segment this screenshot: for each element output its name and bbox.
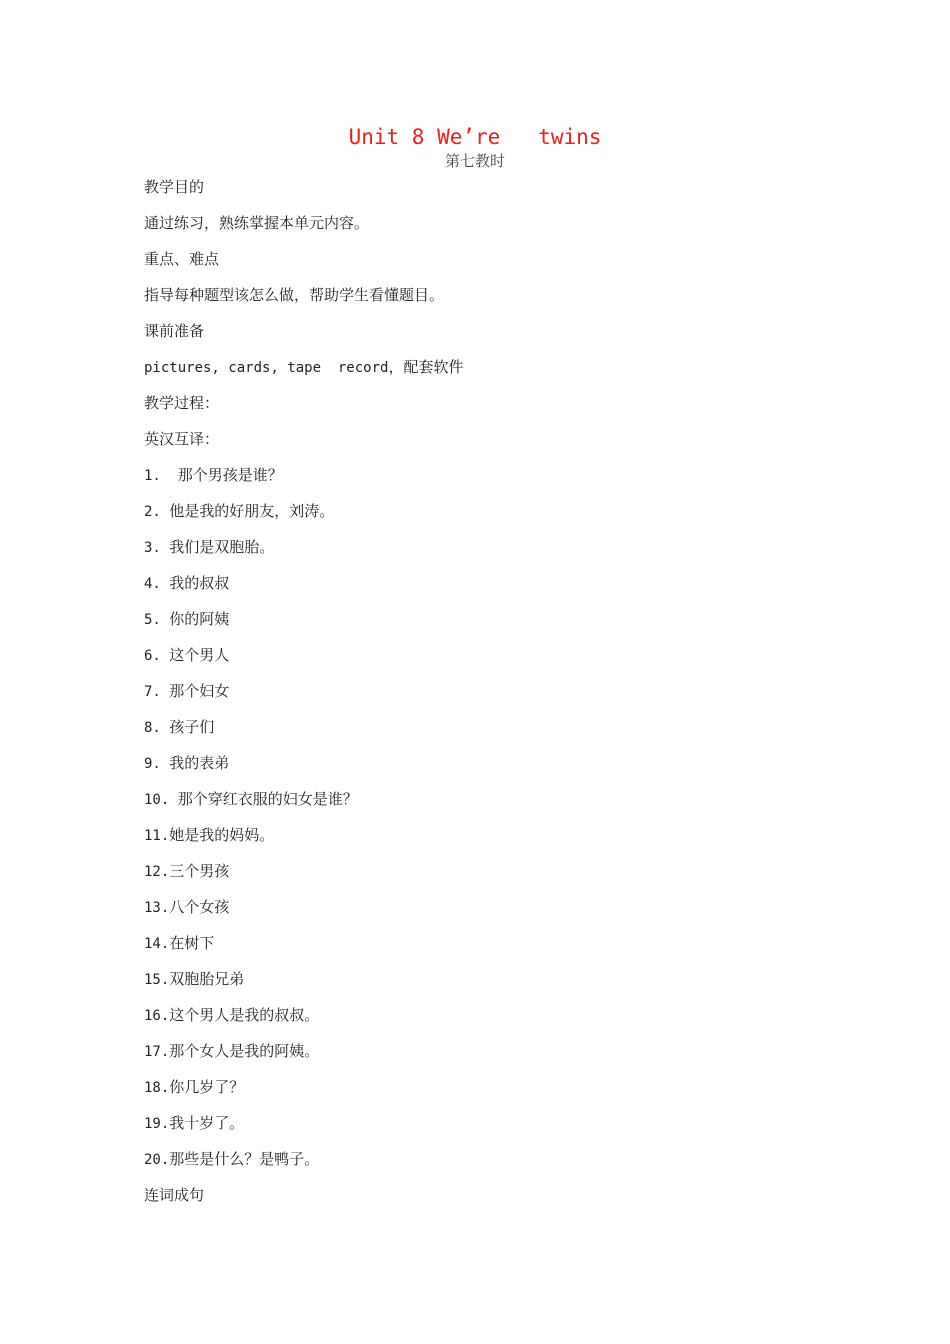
document-body xyxy=(144,175,824,1219)
item-text: 那个女人是我的阿姨。 xyxy=(169,1042,320,1060)
list-item xyxy=(144,679,824,715)
process-heading: 教学过程： xyxy=(144,394,220,412)
item-text: 她是我的妈妈。 xyxy=(169,826,275,844)
list-item xyxy=(144,1147,824,1183)
item-text: 孩子们 xyxy=(169,718,215,736)
link-heading: 连词成句 xyxy=(144,1186,205,1204)
item-text: 你的阿姨 xyxy=(169,610,230,628)
item-number: 14. xyxy=(144,936,170,952)
item-text: 我们是双胞胎。 xyxy=(169,538,275,556)
item-text: 那个妇女 xyxy=(169,682,230,700)
prep-text xyxy=(144,355,824,391)
item-text: 这个男人是我的叔叔。 xyxy=(169,1006,320,1024)
item-text: 这个男人 xyxy=(169,646,230,664)
prep-heading: 课前准备 xyxy=(144,322,205,340)
item-text: 我的叔叔 xyxy=(169,574,230,592)
list-item xyxy=(144,535,824,571)
translate-heading: 英汉互译： xyxy=(144,430,220,448)
objective-heading: 教学目的 xyxy=(144,178,205,196)
objective-text: 通过练习，熟练掌握本单元内容。 xyxy=(144,214,370,232)
item-text: 三个男孩 xyxy=(169,862,230,880)
list-item xyxy=(144,823,824,859)
item-text: 那些是什么？是鸭子。 xyxy=(169,1150,320,1168)
item-number: 4. xyxy=(144,576,170,592)
list-item xyxy=(144,715,824,751)
item-text: 我十岁了。 xyxy=(169,1114,245,1132)
list-item xyxy=(144,859,824,895)
list-item xyxy=(144,787,824,823)
list-item xyxy=(144,751,824,787)
item-number: 13. xyxy=(144,900,170,916)
item-number: 5. xyxy=(144,612,170,628)
prep-text-chinese: ，配套软件 xyxy=(388,358,464,376)
item-number: 9. xyxy=(144,756,170,772)
page-subtitle: 第七教时 xyxy=(444,152,505,170)
item-text: 那个穿红衣服的妇女是谁？ xyxy=(177,790,358,808)
keypoints-text: 指导每种题型该怎么做，帮助学生看懂题目。 xyxy=(144,286,445,304)
list-item xyxy=(144,571,824,607)
item-number: 19. xyxy=(144,1116,170,1132)
item-number: 15. xyxy=(144,972,170,988)
list-item xyxy=(144,1111,824,1147)
prep-text-english: pictures, cards, tape record xyxy=(144,360,389,376)
item-number: 2. xyxy=(144,504,170,520)
item-text: 那个男孩是谁？ xyxy=(177,466,283,484)
item-number: 18. xyxy=(144,1080,170,1096)
list-item xyxy=(144,895,824,931)
item-text: 双胞胎兄弟 xyxy=(169,970,245,988)
page-title: Unit 8 We’re twins xyxy=(348,125,602,149)
item-number: 10. xyxy=(144,792,178,808)
item-text: 我的表弟 xyxy=(169,754,230,772)
list-item xyxy=(144,1039,824,1075)
item-text: 在树下 xyxy=(169,934,215,952)
list-item xyxy=(144,463,824,499)
item-number: 6. xyxy=(144,648,170,664)
item-number: 7. xyxy=(144,684,170,700)
translation-list xyxy=(144,463,824,1183)
item-number: 20. xyxy=(144,1152,170,1168)
item-text: 八个女孩 xyxy=(169,898,230,916)
list-item xyxy=(144,931,824,967)
item-text: 他是我的好朋友，刘涛。 xyxy=(169,502,335,520)
list-item xyxy=(144,1003,824,1039)
item-number: 17. xyxy=(144,1044,170,1060)
list-item xyxy=(144,967,824,1003)
item-number: 3. xyxy=(144,540,170,556)
item-number: 16. xyxy=(144,1008,170,1024)
item-number: 8. xyxy=(144,720,170,736)
item-number: 11. xyxy=(144,828,170,844)
list-item xyxy=(144,1075,824,1111)
list-item xyxy=(144,607,824,643)
item-number: 12. xyxy=(144,864,170,880)
list-item xyxy=(144,499,824,535)
keypoints-heading: 重点、难点 xyxy=(144,250,220,268)
list-item xyxy=(144,643,824,679)
item-text: 你几岁了？ xyxy=(169,1078,245,1096)
item-number: 1. xyxy=(144,468,178,484)
